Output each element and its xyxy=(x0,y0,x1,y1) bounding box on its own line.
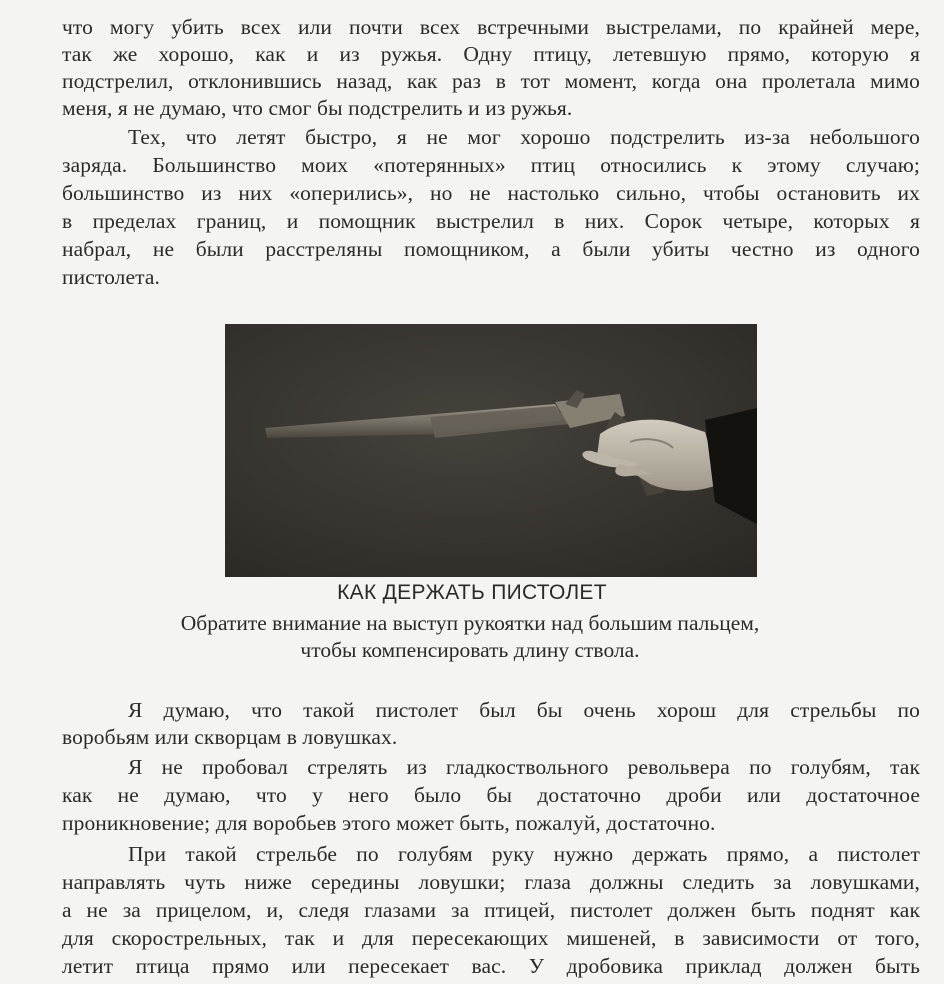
paragraph-5-line: для скорострельных, так и для пересекающих мишеней, в зависимости от того, xyxy=(62,926,920,950)
paragraph-4-line: проникновение; для воробьев этого может быть, пожалуй, достаточно. xyxy=(62,811,716,835)
paragraph-2-line: заряда. Большинство моих «потерянных» птиц относились к этому случаю; xyxy=(62,153,920,177)
paragraph-2-line: в пределах границ, и помощник выстрелил в них. Сорок четыре, которых я xyxy=(62,209,920,233)
paragraph-5-line: а не за прицелом, и, следя глазами за птицей, пистолет должен быть поднят как xyxy=(62,898,920,922)
paragraph-2-line: большинство из них «оперились», но не настолько сильно, чтобы остановить их xyxy=(62,181,920,205)
paragraph-5-line: При такой стрельбе по голубям руку нужно держать прямо, а пистолет xyxy=(128,842,920,866)
paragraph-2-line: Тех, что летят быстро, я не мог хорошо подстрелить из-за небольшого xyxy=(128,125,920,149)
paragraph-1-line: подстрелил, отклонившись назад, как раз в тот момент, когда она пролетала мимо xyxy=(62,69,920,93)
paragraph-4-line: как не думаю, что у него было бы достаточно дроби или достаточное xyxy=(62,783,920,807)
paragraph-2-line: набрал, не были расстреляны помощником, а были убиты честно из одного xyxy=(62,237,920,261)
figure-title: КАК ДЕРЖАТЬ ПИСТОЛЕТ xyxy=(337,581,607,604)
paragraph-1-line: что могу убить всех или почти всех встречными выстрелами, по крайней мере, xyxy=(62,15,920,39)
pistol-illustration xyxy=(225,324,757,577)
figure-caption-line: чтобы компенсировать длину ствола. xyxy=(300,638,640,662)
paragraph-1-line: меня, я не думаю, что смог бы подстрелить и из ружья. xyxy=(62,96,573,120)
paragraph-1-line: так же хорошо, как и из ружья. Одну птицу, летевшую прямо, которую я xyxy=(62,42,920,66)
pistol-photograph xyxy=(225,324,757,577)
paragraph-2-line: пистолета. xyxy=(62,265,160,289)
paragraph-4-line: Я не пробовал стрелять из гладкоствольного револьвера по голубям, так xyxy=(128,755,920,779)
paragraph-5-line: летит птица прямо или пересекает вас. У дробовика приклад должен быть xyxy=(62,954,920,978)
figure-caption-line: Обратите внимание на выступ рукоятки над большим пальцем, xyxy=(180,611,760,635)
paragraph-5-line: направлять чуть ниже середины ловушки; глаза должны следить за ловушками, xyxy=(62,870,920,894)
paragraph-3-line: Я думаю, что такой пистолет был бы очень хорош для стрельбы по xyxy=(128,698,920,722)
paragraph-3-line: воробьям или скворцам в ловушках. xyxy=(62,725,398,749)
